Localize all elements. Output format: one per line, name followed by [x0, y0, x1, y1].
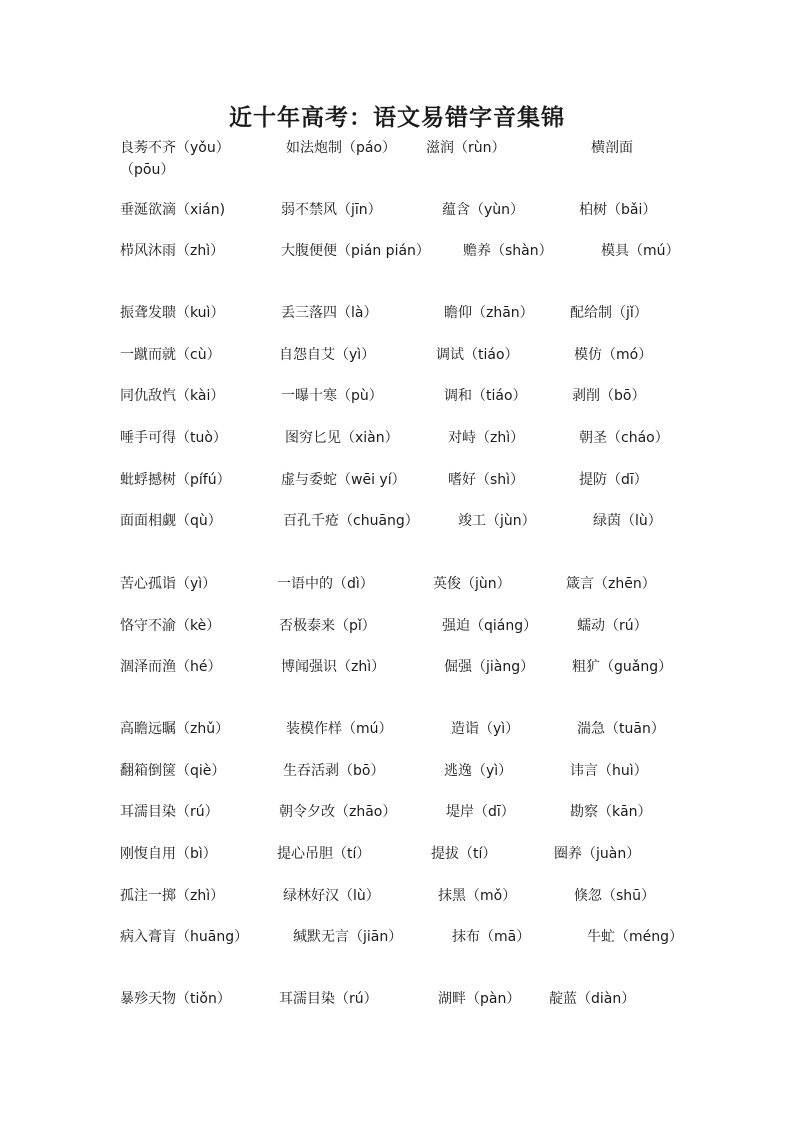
- word-entry: 模具（mú）: [601, 243, 680, 259]
- word-entry: 唾手可得（tuò）: [120, 430, 227, 446]
- word-entry: 丢三落四（là）: [281, 305, 378, 321]
- word-entry: 滋润（rùn）: [426, 140, 506, 156]
- word-row: [0, 428, 794, 450]
- word-entry: 粗犷（guǎng）: [572, 659, 673, 675]
- word-entry: 抹布（mā）: [452, 929, 531, 945]
- word-row: [0, 160, 794, 182]
- word-entry: 英俊（jùn）: [433, 576, 511, 592]
- word-row: [0, 386, 794, 408]
- word-entry: 装模作样（mú）: [286, 721, 393, 737]
- word-row: [0, 616, 794, 638]
- word-entry: 高瞻远瞩（zhǔ）: [120, 721, 230, 737]
- word-entry: 调试（tiáo）: [436, 347, 519, 363]
- word-entry: 配给制（jǐ）: [570, 305, 648, 321]
- word-entry: 如法炮制（páo）: [286, 140, 397, 156]
- word-entry: 朝令夕改（zhāo）: [279, 804, 397, 820]
- word-row: [0, 802, 794, 824]
- word-row: [0, 657, 794, 679]
- word-entry: 抹黑（mǒ）: [438, 888, 517, 904]
- word-entry: 湍急（tuān）: [577, 721, 665, 737]
- word-entry: 逃逸（yì）: [444, 763, 513, 779]
- word-entry: 刚愎自用（bì）: [120, 846, 217, 862]
- word-entry: 暴殄天物（tiǒn）: [120, 991, 231, 1007]
- word-entry: （pōu）: [120, 162, 175, 178]
- word-entry: 剥削（bō）: [572, 388, 646, 404]
- word-entry: 振聋发聩（kuì）: [120, 305, 225, 321]
- word-row: [0, 927, 794, 949]
- word-entry: 湖畔（pàn）: [438, 991, 521, 1007]
- word-entry: 朝圣（cháo）: [579, 430, 669, 446]
- word-entry: 百孔千疮（chuāng）: [283, 513, 419, 529]
- word-entry: 涸泽而渔（hé）: [120, 659, 222, 675]
- word-entry: 一曝十寒（pù）: [281, 388, 383, 404]
- word-entry: 讳言（huì）: [570, 763, 648, 779]
- word-row: [0, 989, 794, 1011]
- word-entry: 蠕动（rú）: [577, 618, 648, 634]
- word-entry: 生吞活剥（bō）: [283, 763, 385, 779]
- word-entry: 恪守不渝（kè）: [120, 618, 221, 634]
- word-row: [0, 511, 794, 533]
- word-entry: 横剖面: [591, 140, 633, 156]
- word-entry: 垂涎欲滴（xián): [120, 202, 226, 218]
- word-row: [0, 470, 794, 492]
- word-row: [0, 200, 794, 222]
- word-entry: 缄默无言（jiān）: [293, 929, 403, 945]
- word-row: [0, 241, 794, 263]
- word-entry: 绿林好汉（lù）: [283, 888, 380, 904]
- word-entry: 同仇敌忾（kài）: [120, 388, 225, 404]
- word-entry: 孤注一掷（zhì）: [120, 888, 225, 904]
- word-entry: 提拔（tí）: [431, 846, 497, 862]
- word-row: [0, 303, 794, 325]
- word-row: [0, 886, 794, 908]
- word-entry: 病入膏肓（huāng）: [120, 929, 249, 945]
- word-entry: 柏树（bǎi）: [579, 202, 657, 218]
- word-entry: 牛虻（méng）: [587, 929, 684, 945]
- word-entry: 调和（tiáo）: [444, 388, 527, 404]
- word-entry: 否极泰来（pǐ）: [279, 618, 376, 634]
- word-entry: 栉风沐雨（zhì）: [120, 243, 225, 259]
- word-entry: 瞻仰（zhān）: [444, 305, 534, 321]
- word-row: [0, 761, 794, 783]
- word-entry: 良莠不齐（yǒu）: [120, 140, 230, 156]
- word-entry: 苦心孤诣（yì）: [120, 576, 217, 592]
- word-entry: 翻箱倒箧（qiè）: [120, 763, 226, 779]
- word-entry: 提心吊胆（tí）: [277, 846, 371, 862]
- word-entry: 强迫（qiáng）: [442, 618, 538, 634]
- word-entry: 一蹴而就（cù）: [120, 347, 221, 363]
- word-row: [0, 345, 794, 367]
- word-entry: 模仿（mó）: [574, 347, 653, 363]
- word-entry: 图穷匕见（xiàn）: [285, 430, 399, 446]
- word-entry: 面面相觑（qù）: [120, 513, 222, 529]
- word-entry: 箴言（zhēn）: [566, 576, 656, 592]
- word-entry: 对峙（zhì）: [448, 430, 525, 446]
- word-entry: 蕴含（yùn）: [442, 202, 525, 218]
- word-entry: 倔强（jiàng）: [444, 659, 535, 675]
- word-entry: 大腹便便（pián pián）: [281, 243, 430, 259]
- word-entry: 嗜好（shì）: [448, 472, 525, 488]
- word-entry: 堤岸（dī）: [446, 804, 515, 820]
- word-entry: 自怨自艾（yì）: [279, 347, 376, 363]
- word-entry: 靛蓝（diàn）: [549, 991, 636, 1007]
- word-row: [0, 719, 794, 741]
- word-row: [0, 844, 794, 866]
- word-entry: 圈养（juàn）: [554, 846, 641, 862]
- word-entry: 倏忽（shū）: [574, 888, 656, 904]
- word-entry: 竣工（jùn）: [458, 513, 536, 529]
- word-entry: 弱不禁风（jīn）: [281, 202, 382, 218]
- word-entry: 虚与委蛇（wēi yí）: [281, 472, 406, 488]
- word-entry: 赡养（shàn）: [463, 243, 553, 259]
- page-title: 近十年高考：语文易错字音集锦: [229, 104, 565, 131]
- word-row: [0, 138, 794, 160]
- word-entry: 耳濡目染（rú）: [120, 804, 219, 820]
- word-row: [0, 574, 794, 596]
- word-entry: 造诣（yì）: [451, 721, 520, 737]
- word-entry: 绿茵（lù）: [593, 513, 662, 529]
- word-entry: 蚍蜉撼树（pífú）: [120, 472, 231, 488]
- word-entry: 一语中的（dì）: [277, 576, 374, 592]
- word-entry: 提防（dī）: [579, 472, 648, 488]
- word-entry: 耳濡目染（rú）: [279, 991, 378, 1007]
- word-entry: 博闻强识（zhì）: [281, 659, 386, 675]
- word-entry: 勘察（kān）: [570, 804, 652, 820]
